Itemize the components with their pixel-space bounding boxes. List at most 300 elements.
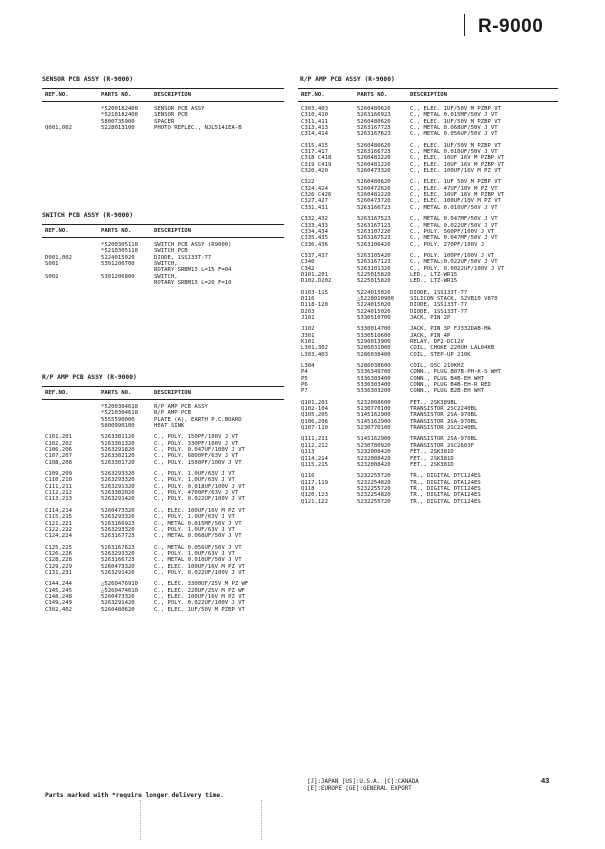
ref-no: Q121,122: [301, 498, 328, 505]
column-header: DESCRIPTION: [410, 92, 448, 98]
description: C., ELEC. 100UF/16V M PZ VT: [154, 563, 245, 570]
description: C., POLY. 560PF/100V J VT: [410, 228, 495, 235]
part-no: 5263301320: [101, 440, 135, 447]
column-header: PARTS NO.: [101, 228, 132, 234]
description: C., METAL 0.010UF/50V J VT: [410, 149, 498, 156]
ref-no: Q001,002: [45, 125, 72, 132]
description: TRANSISTOR 2SC2240BL: [410, 425, 478, 432]
ref-no: C126,226: [45, 550, 72, 557]
part-no: 5224015020: [101, 254, 135, 261]
ref-no: J301: [301, 332, 315, 339]
part-no: △5260476910: [101, 581, 139, 588]
ref-no: C148,248: [45, 593, 72, 600]
part-no: 5232008420: [357, 455, 391, 462]
part-no: 5263301720: [101, 459, 135, 466]
description: TRANSISTOR 2SA-970BL: [410, 412, 478, 419]
region-legend: [307, 779, 419, 793]
description: R/P AMP PCB: [154, 410, 192, 417]
part-no: 5263166723: [357, 204, 391, 211]
description: C., METAL 0.047MF/50V J VT: [410, 216, 498, 223]
description: FET., 2SK381D: [410, 461, 454, 468]
part-no: 5145162900: [357, 412, 391, 419]
table-row: [298, 205, 558, 211]
ref-no: D102,D202: [301, 278, 332, 285]
part-no: *5200182400: [101, 106, 139, 112]
ref-no: C327,427: [301, 198, 328, 205]
ref-no: C302,402: [45, 606, 72, 613]
ref-no: C111,211: [45, 483, 72, 490]
part-no: 5263167723: [101, 533, 135, 540]
part-no: 5232254820: [357, 492, 391, 499]
part-no: 5232255720: [357, 498, 391, 505]
table-row: [298, 131, 558, 137]
description: CONN., PLUG B2B-EH WHT: [410, 388, 485, 395]
description: C., POLY. 0.047UF/100V J VT: [154, 447, 245, 454]
description: CONN., PLUG B4B-EH WHT: [410, 375, 485, 382]
part-no: 5260472620: [357, 185, 391, 192]
ref-no: D118-120: [301, 302, 328, 309]
part-no: 5263301120: [101, 434, 135, 441]
part-no: 5263293320: [101, 526, 135, 533]
part-no: 5260480620: [357, 118, 391, 125]
ref-no: Q115,215: [301, 461, 328, 468]
part-no: 5263166723: [357, 149, 391, 156]
part-no: 5263105420: [357, 252, 391, 259]
part-no: 5263302020: [101, 490, 135, 497]
ref-no: C149,249: [45, 600, 72, 607]
part-no: *5210305110: [101, 248, 139, 255]
part-no: 5263293320: [101, 477, 135, 484]
part-no: 5336303400: [357, 375, 391, 382]
description: C., POLY. 0.022UF/100V J VT: [154, 569, 245, 576]
ref-no: C110,210: [45, 477, 72, 484]
description: TRANSISTOR 2SA-970BL: [410, 418, 478, 425]
table-rp-amp-left: [42, 386, 284, 613]
ref-no: C326 C426: [301, 192, 332, 199]
part-no: 5228013100: [101, 125, 135, 132]
part-no: 5286038600: [357, 363, 391, 370]
section-title-rp-amp-right: R/P AMP PCB ASSY (R-9000): [300, 76, 395, 83]
ref-no: C108,208: [45, 459, 72, 466]
ref-no: S001: [45, 261, 59, 268]
part-no: 5263291820: [101, 447, 135, 454]
description: C., ELEC. 1UF/50V M PZBP VT: [154, 606, 245, 613]
ref-no: Q120,123: [301, 492, 328, 499]
table-header: [42, 88, 284, 102]
ref-no: C125,225: [45, 544, 72, 551]
description: C., METAL 0.068UF/50V J VT: [410, 125, 498, 132]
description: C., ELEC. 100UF/10V M PZ VT: [410, 198, 501, 205]
part-no: 5263302120: [101, 453, 135, 460]
description: LED., LTZ-WR15: [410, 271, 458, 278]
part-no: 5263291420: [101, 600, 135, 607]
part-no: 5263291420: [101, 496, 135, 503]
description: SWITCH,: [154, 273, 178, 280]
description: HEAT SINK: [154, 423, 185, 430]
page-number: 43: [541, 776, 550, 785]
description: C., POLY. 1.0UF/63V J VT: [154, 514, 235, 521]
ref-no: Q116: [301, 473, 315, 480]
ref-no: C340: [301, 259, 315, 266]
ref-no: Q107-110: [301, 425, 328, 432]
part-no: 5260481220: [357, 155, 391, 162]
table-header: [298, 88, 558, 102]
ref-no: C332,432: [301, 216, 328, 223]
part-no: 5336303200: [357, 388, 391, 395]
part-no: 5232008420: [357, 461, 391, 468]
description: C., ELEC. 3300UF/25V M PZ WF: [154, 581, 249, 588]
description: C., ELEC. 1UF 50V M PZBP VT: [410, 179, 501, 186]
description: DIODE, 1SS133T-77: [410, 308, 468, 315]
table-row: [298, 315, 558, 321]
description: FET., 2SK389BL: [410, 399, 458, 406]
ref-no: C315,415: [301, 142, 328, 149]
description: C., POLY. 4700PF/63V J VT: [154, 490, 239, 497]
description: C., ELEC. 10UF 16V M PZBP VT: [410, 155, 505, 162]
part-no: 5800990100: [101, 423, 135, 430]
description: COIL, OSC 210KHZ: [410, 363, 464, 370]
column-header: PARTS NO.: [357, 92, 388, 98]
part-no: *5210182400: [101, 112, 139, 119]
ref-no: C322: [301, 179, 315, 186]
description: TRANSISTOR 2SA-970BL: [410, 436, 478, 443]
ref-no: C319 C419: [301, 161, 332, 168]
description: C., ELEC. 220UF/25V M PZ WF: [154, 587, 245, 594]
ref-no: [42, 423, 101, 429]
ref-no: C144,244: [45, 581, 72, 588]
table-header: [42, 224, 284, 238]
ref-no: C131,231: [45, 569, 72, 576]
ref-no: C101,201: [45, 434, 72, 441]
description: CONN., PLUG B4B-EH-R RED: [410, 382, 491, 389]
table-rp-amp-right: [298, 88, 558, 505]
description: C., METAL;0.022UF/50V J VT: [410, 259, 498, 266]
description: C., POLY. 330PF/100V J VT: [154, 440, 239, 447]
description: C., ELEC. 1UF/50V M PZBP VT: [410, 142, 501, 149]
description: LED., LTZ-WR15: [410, 278, 458, 285]
description: C., ELEC. 10UF 16V M PZBP VT: [410, 161, 505, 168]
description: C., METAL 0.022UF/50V J VT: [410, 222, 498, 229]
column-header: DESCRIPTION: [154, 92, 192, 98]
ref-no: K101: [301, 339, 315, 345]
part-no: 5260480620: [357, 106, 391, 112]
ref-no: P5: [301, 375, 308, 382]
part-no: △5228010900: [357, 295, 395, 302]
description: CONN., PLUG B07B-PH-K-S WHT: [410, 369, 501, 376]
table-sensor-pcb: [42, 88, 284, 131]
ref-no: J101: [301, 314, 315, 321]
description: C., METAL 0.015MF/50V J VT: [154, 520, 242, 527]
ref-no: Q105,205: [301, 412, 328, 419]
description: C., ELEC. 10UF 16V M PZBP VT: [410, 192, 505, 199]
description: R/P AMP PCB ASSY: [154, 404, 208, 410]
description: SWITCH PCB ASSY (R9000): [154, 242, 232, 248]
part-no: 5260480620: [101, 606, 135, 613]
ref-no: C310,410: [301, 112, 328, 119]
table-row: [42, 423, 284, 429]
table-row: [42, 607, 284, 613]
part-no: 5330014700: [357, 326, 391, 333]
description: C., POLY. 150PF/100V J VT: [154, 434, 239, 441]
part-no: 5232008420: [357, 449, 391, 456]
part-no: 5260473320: [101, 593, 135, 600]
ref-no: D103-115: [301, 289, 328, 296]
part-no: 5260473320: [101, 563, 135, 570]
part-no: 5800735900: [101, 118, 135, 125]
part-no: 5290013900: [357, 339, 391, 345]
table-row: [298, 278, 558, 284]
part-no: 5260473320: [357, 168, 391, 175]
ref-no: C303,403: [301, 106, 328, 112]
ref-no: C128,228: [45, 557, 72, 564]
table-row: [42, 460, 284, 466]
description: SWITCH PCB: [154, 248, 188, 255]
description: C., METAL 0.056UF/50V J VT: [154, 544, 242, 551]
ref-no: C124,224: [45, 533, 72, 540]
description: C., METAL 0.047MF/50V J VT: [410, 235, 498, 242]
ref-no: C314,414: [301, 131, 328, 138]
description: C., POLY. 1.0UF/63V J VT: [154, 477, 235, 484]
description: C., POLY. 1.0UF/63V J VT: [154, 471, 235, 478]
part-no: 5260473720: [357, 198, 391, 205]
ref-no: C107,207: [45, 453, 72, 460]
part-no: △5260474010: [101, 587, 139, 594]
ref-no: C331,431: [301, 204, 328, 211]
description: C., METAL 0.010UF/50V J VT: [410, 204, 498, 211]
ref-no: C109,209: [45, 471, 72, 478]
part-no: 5286031000: [357, 345, 391, 352]
description: C., POLY. 0.022UF/100V J VT: [154, 496, 245, 503]
ref-no: C335,435: [301, 235, 328, 242]
table-row: [298, 352, 558, 358]
table-row: [298, 499, 558, 505]
part-no: 5555590000: [101, 416, 135, 423]
part-no: 5224015020: [357, 289, 391, 296]
description: C., ELEC. 1UF/50V M PZBP VT: [410, 106, 501, 112]
description: FET., 2SK381D: [410, 449, 454, 456]
model-title: R-9000: [478, 16, 544, 37]
part-no: 5263291320: [101, 483, 135, 490]
part-no: 5260481220: [357, 161, 391, 168]
description: SWITCH,: [154, 261, 178, 268]
table-row: [298, 425, 558, 431]
description: COIL, STEP-UP 210K: [410, 351, 471, 358]
description: COIL, CHOKE 220UH LAL04KB: [410, 345, 495, 352]
legend-line: [E]:EUROPE [GE]:GENERAL EXPORT: [307, 786, 412, 792]
description: C., POLY. 1.0UF/63V J VT: [154, 550, 235, 557]
table-header: [42, 386, 284, 400]
ref-no: Q102-104: [301, 406, 328, 413]
part-no: 5263167623: [357, 131, 391, 138]
part-no: 5263293320: [101, 550, 135, 557]
table-row: [42, 125, 284, 131]
part-no: 5225015820: [357, 271, 391, 278]
section-title-switch: SWITCH PCB ASSY (R-9000): [42, 212, 133, 219]
ref-no: C112,212: [45, 490, 72, 497]
table-row: [42, 533, 284, 539]
part-no: 5301206700: [101, 261, 135, 268]
description: C., ELEC. 100UF/16V M PZ VT: [154, 507, 245, 514]
description: JACK, PIN 2P: [410, 314, 451, 321]
ref-no: C121,221: [45, 520, 72, 527]
description: C., POLY. 0.022UF/100V J VT: [154, 600, 245, 607]
ref-no: P6: [301, 382, 308, 389]
table-row: [42, 280, 284, 286]
part-no: 5232255720: [357, 485, 391, 492]
ref-no: Q101,201: [301, 399, 328, 406]
description: DIODE, 1SS133T-77: [154, 254, 212, 261]
ref-no: C317,417: [301, 149, 328, 156]
ref-no: S002: [45, 273, 59, 280]
part-no: 5224015020: [357, 302, 391, 309]
description: C., METAL 0.015MF/50V J VT: [410, 112, 498, 119]
ref-no: Q113: [301, 449, 315, 456]
description: C., ELEC. 47UF/10V M PZ VT: [410, 185, 498, 192]
ref-no: Q118: [301, 485, 315, 492]
description: C., METAL 0.056UF/50V J VT: [410, 131, 498, 138]
section-title-sensor: SENSOR PCB ASSY (R-9000): [42, 76, 133, 83]
table-row: [298, 388, 558, 394]
table-row: [298, 168, 558, 174]
part-no: 5232008600: [357, 399, 391, 406]
ref-no: C311,411: [301, 118, 328, 125]
part-no: 5336303400: [357, 382, 391, 389]
ref-no: C337,437: [301, 252, 328, 259]
column-header: DESCRIPTION: [154, 228, 192, 234]
ref-no: C115,215: [45, 514, 72, 521]
part-no: 5225015820: [357, 278, 391, 285]
table-row: [42, 496, 284, 502]
ref-no: C313,413: [301, 125, 328, 132]
ref-no: C320,420: [301, 168, 328, 175]
section-title-rp-amp-left: R/P AMP PCB ASSY (R-9000): [42, 374, 137, 381]
part-no: 5263167123: [357, 222, 391, 229]
part-no: 5263101320: [357, 265, 391, 272]
part-no: 5263167123: [357, 259, 391, 266]
legend-line: [J]:JAPAN [US]:U.S.A. [C]:CANADA: [307, 779, 419, 785]
ref-no: L304: [301, 363, 315, 370]
description: C., POLY. 6800PF/63V J VT: [154, 453, 239, 460]
description: TR., DIGITAL DTA124ES: [410, 492, 481, 499]
description: C., ELEC. 100UF/16V M PZ VT: [154, 593, 245, 600]
description: PLATE (A), EARTH P.C.BOARD: [154, 416, 242, 423]
description: DIODE, 1SS133T-77: [410, 302, 468, 309]
ref-no: D203: [301, 308, 315, 315]
part-no: 5224015020: [357, 308, 391, 315]
ref-no: C106,206: [45, 447, 72, 454]
ref-no: Q106,206: [301, 418, 328, 425]
ref-no: C333,433: [301, 222, 328, 229]
description: FET., 2SK381D: [410, 455, 454, 462]
description: ROTARY SRBM13 L=20 F=10: [154, 280, 232, 287]
table-row: [42, 570, 284, 576]
column-header: REF.NO.: [301, 92, 325, 98]
column-header: PARTS NO.: [101, 92, 132, 98]
description: C., POLY. 270PF/100V J: [410, 241, 485, 248]
part-no: 5232254820: [357, 479, 391, 486]
ref-no: C113,213: [45, 496, 72, 503]
ref-no: P7: [301, 388, 308, 395]
column-header: REF.NO.: [45, 390, 69, 396]
part-no: 5301206800: [101, 273, 135, 280]
part-no: 5263166723: [101, 557, 135, 564]
part-no: 5263291420: [101, 569, 135, 576]
description: C., ELEC. 100UF/16V M PZ VT: [410, 168, 501, 175]
part-no: [101, 280, 154, 286]
part-no: 5263166923: [101, 520, 135, 527]
description: C., POLY. 0.018UF/100V J VT: [154, 483, 245, 490]
part-no: *5200305110: [101, 242, 139, 248]
description: JACK, PIN 4P: [410, 332, 451, 339]
description: DIODE, 1SS133T-77: [410, 289, 468, 296]
part-no: 5260481220: [357, 192, 391, 199]
ref-no: C145,245: [45, 587, 72, 594]
description: JACK, PIN 3P FJ332DAB-MA: [410, 326, 491, 333]
ref-no: C114,214: [45, 507, 72, 514]
part-no: 5263166923: [357, 112, 391, 119]
column-header: PARTS NO.: [101, 390, 132, 396]
ref-no: L303,403: [301, 351, 328, 358]
description: TR., DIGITAL DTA124ES: [410, 479, 481, 486]
part-no: *5210304610: [101, 410, 139, 417]
header-divider: [464, 14, 465, 36]
description: SENSOR PCB: [154, 112, 188, 119]
description: TRANSISTOR 2SC2603F: [410, 442, 474, 449]
ref-no: C334,434: [301, 228, 328, 235]
ref-no: [42, 280, 101, 286]
description: C., POLY. 1.0UF/63V J VT: [154, 526, 235, 533]
part-no: 5145162900: [357, 418, 391, 425]
description: C., POLY. 0.0022UF/100V J VT: [410, 265, 505, 272]
part-no: 5263106420: [357, 241, 391, 248]
description: TR., DIGITAL DTC124ES: [410, 473, 481, 480]
description: PHOTO REFLEC., NJL5141EA-B: [154, 125, 242, 132]
description: TR., DIGITAL DTC124ES: [410, 498, 481, 505]
part-no: 5263167523: [357, 216, 391, 223]
ref-no: Q112,212: [301, 442, 328, 449]
ref-no: C324,424: [301, 185, 328, 192]
ref-no: C122,222: [45, 526, 72, 533]
description: C., POLY. 1500PF/100V J VT: [154, 459, 242, 466]
part-no: 5260480620: [357, 179, 391, 186]
ref-no: Q114,214: [301, 455, 328, 462]
table-row: [298, 242, 558, 248]
ref-no: Q111,211: [301, 436, 328, 443]
description: SILICON STACK, S2VB10 V870: [410, 295, 498, 302]
ref-no: L301,302: [301, 345, 328, 352]
description: TR., DIGITAL DTC124ES: [410, 485, 481, 492]
part-no: 5145162900: [357, 436, 391, 443]
part-no: 5336349700: [357, 369, 391, 376]
description: SENSOR PCB ASSY: [154, 106, 205, 112]
part-no: 5263293320: [101, 471, 135, 478]
description: SPACER: [154, 118, 175, 125]
ref-no: Q117,119: [301, 479, 328, 486]
ref-no: D116: [301, 295, 315, 302]
description: RELAY, DF2-DC12V: [410, 339, 464, 345]
part-no: 5263167723: [357, 125, 391, 132]
part-no: *5200304610: [101, 404, 139, 410]
part-no: 5286038400: [357, 351, 391, 358]
ref-no: D101,201: [301, 271, 328, 278]
ref-no: J102: [301, 326, 315, 333]
ref-no: C336,436: [301, 241, 328, 248]
part-no: 5230770100: [357, 406, 391, 413]
part-no: 5232255720: [357, 473, 391, 480]
ref-no: C102,202: [45, 440, 72, 447]
description: C., METAL 0.010UF/50V J VT: [154, 557, 242, 564]
scan-artifact: [140, 800, 262, 840]
